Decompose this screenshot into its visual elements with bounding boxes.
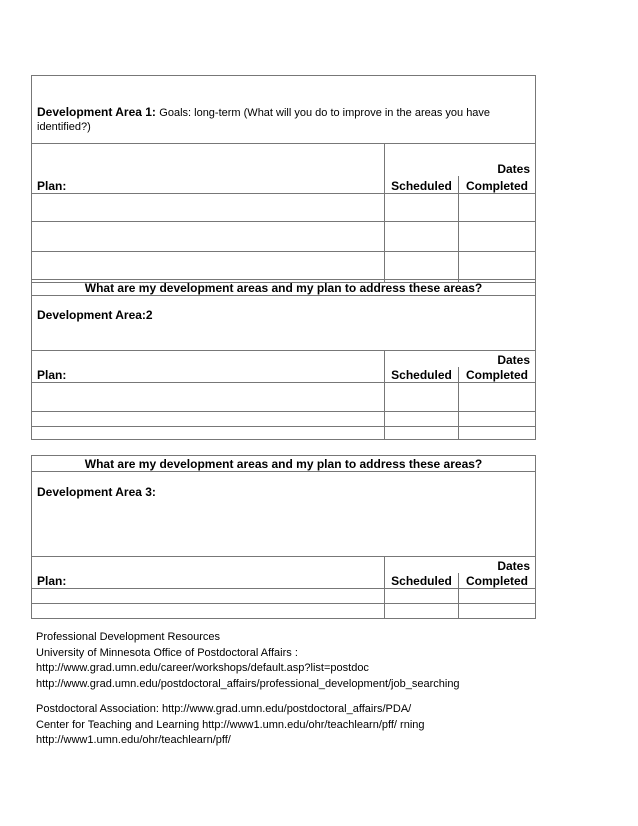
area-2-question: What are my development areas and my plan to address these areas? (32, 280, 536, 296)
plan-cell[interactable] (32, 427, 385, 440)
scheduled-cell[interactable] (385, 194, 459, 222)
dates-label: Dates (385, 557, 536, 573)
completed-cell[interactable] (459, 427, 536, 440)
plan-cell[interactable] (32, 589, 385, 604)
resources-postdoc-association[interactable]: Postdoctoral Association: http://www.grad.umn.edu/postdoctoral_affairs/PDA/ (36, 703, 412, 715)
scheduled-label: Scheduled (385, 176, 459, 194)
scheduled-label: Scheduled (385, 367, 459, 383)
area-1-title: Development Area 1: (37, 104, 156, 119)
resources-section (36, 630, 460, 749)
completed-cell[interactable] (459, 252, 536, 283)
plan-cell[interactable] (32, 604, 385, 619)
scheduled-cell[interactable] (385, 589, 459, 604)
development-area-2-table (31, 279, 536, 440)
plan-label: Plan: (32, 573, 385, 589)
resources-link-teachlearn[interactable]: http://www1.umn.edu/ohr/teachlearn/pff/ (36, 734, 231, 746)
area-2-title: Development Area:2 (32, 296, 536, 351)
completed-cell[interactable] (459, 383, 536, 412)
resources-teaching-learning[interactable]: Center for Teaching and Learning http://www1.umn.edu/ohr/teachlearn/pff/ rning (36, 718, 425, 731)
blank-cell (32, 351, 385, 367)
development-area-3-table (31, 455, 536, 619)
plan-cell[interactable] (32, 383, 385, 412)
scheduled-cell[interactable] (385, 427, 459, 440)
blank-cell (32, 144, 385, 176)
resources-heading: Professional Development Resources (36, 631, 221, 643)
completed-label: Completed (459, 573, 536, 589)
plan-cell[interactable] (32, 252, 385, 283)
completed-cell[interactable] (459, 194, 536, 222)
resources-link-workshops[interactable]: http://www.grad.umn.edu/career/workshops/default.asp?list=postdoc (36, 662, 369, 674)
blank-cell (32, 557, 385, 573)
area-1-goal-text: Goals: long-term (What will you do to improve in the areas you have identified?) (37, 106, 491, 133)
scheduled-label: Scheduled (385, 573, 459, 589)
spacer (36, 692, 460, 702)
dates-label: Dates (385, 351, 536, 367)
resources-link-job-searching[interactable]: http://www.grad.umn.edu/postdoctoral_affairs/professional_development/job_searching (36, 677, 460, 690)
plan-cell[interactable] (32, 412, 385, 427)
completed-cell[interactable] (459, 412, 536, 427)
plan-cell[interactable] (32, 222, 385, 252)
completed-cell[interactable] (459, 222, 536, 252)
scheduled-cell[interactable] (385, 222, 459, 252)
completed-cell[interactable] (459, 589, 536, 604)
completed-label: Completed (459, 176, 536, 194)
area-3-question: What are my development areas and my plan to address these areas? (32, 456, 536, 472)
resources-umn-office: University of Minnesota Office of Postdoctoral Affairs : (36, 646, 298, 659)
development-area-1-table (31, 75, 536, 283)
area-1-header (32, 76, 536, 144)
scheduled-cell[interactable] (385, 604, 459, 619)
area-3-title: Development Area 3: (32, 472, 536, 557)
plan-cell[interactable] (32, 194, 385, 222)
scheduled-cell[interactable] (385, 383, 459, 412)
dates-label: Dates (385, 144, 536, 176)
scheduled-cell[interactable] (385, 412, 459, 427)
plan-label: Plan: (32, 367, 385, 383)
scheduled-cell[interactable] (385, 252, 459, 283)
completed-label: Completed (459, 367, 536, 383)
plan-label: Plan: (32, 176, 385, 194)
completed-cell[interactable] (459, 604, 536, 619)
